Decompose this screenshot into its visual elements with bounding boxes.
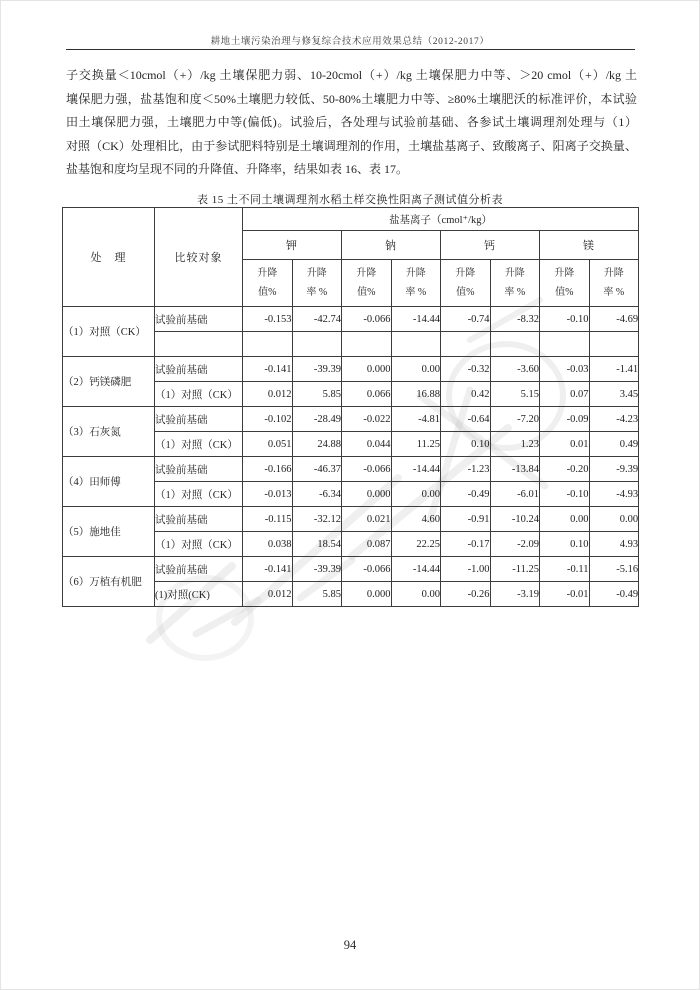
compare-cell: 试验前基础 xyxy=(155,307,243,332)
col-header-value xyxy=(243,260,293,307)
value-cell: -1.00 xyxy=(441,557,491,582)
table-row xyxy=(63,357,639,382)
compare-cell: （1）对照（CK） xyxy=(155,382,243,407)
value-cell xyxy=(342,332,392,357)
sub-header-line: 升降 xyxy=(356,268,377,279)
table-row xyxy=(63,407,639,432)
value-cell: -4.93 xyxy=(589,482,639,507)
value-cell: 0.00 xyxy=(540,507,590,532)
value-cell: -0.20 xyxy=(540,457,590,482)
value-cell: -0.141 xyxy=(243,557,293,582)
sub-header-line: 升降 xyxy=(257,268,278,279)
value-cell: 0.00 xyxy=(391,482,441,507)
value-cell: -4.81 xyxy=(391,407,441,432)
treatment-cell: （6）万植有机肥 xyxy=(63,557,155,607)
col-header-ion-ca: 钙 xyxy=(441,231,540,260)
treatment-cell: （5）施地佳 xyxy=(63,507,155,557)
value-cell: 0.044 xyxy=(342,432,392,457)
value-cell: -0.64 xyxy=(441,407,491,432)
value-cell: -2.09 xyxy=(490,532,540,557)
value-cell: 11.25 xyxy=(391,432,441,457)
value-cell: -0.01 xyxy=(540,582,590,607)
value-cell: -11.25 xyxy=(490,557,540,582)
value-cell: -0.102 xyxy=(243,407,293,432)
value-cell: -0.49 xyxy=(589,582,639,607)
sub-header-line: 升降 xyxy=(554,268,575,279)
table-row xyxy=(63,507,639,532)
value-cell: 0.10 xyxy=(540,532,590,557)
compare-cell: 试验前基础 xyxy=(155,507,243,532)
compare-cell: 试验前基础 xyxy=(155,357,243,382)
value-cell: -0.153 xyxy=(243,307,293,332)
compare-cell: （1）对照（CK） xyxy=(155,482,243,507)
value-cell: 0.00 xyxy=(391,582,441,607)
value-cell: 1.23 xyxy=(490,432,540,457)
value-cell: -0.91 xyxy=(441,507,491,532)
sub-header-line: 值% xyxy=(456,287,475,298)
table-row xyxy=(63,307,639,332)
paragraph-line: 盐基饱和度均呈现不同的升降值、升降率，结果如表 16、表 17。 xyxy=(66,162,409,176)
sub-header-line: 升降 xyxy=(306,268,327,279)
value-cell: -0.166 xyxy=(243,457,293,482)
col-header-treatment: 处 理 xyxy=(63,208,155,307)
sub-header-line: 升降 xyxy=(455,268,476,279)
compare-cell: (1)对照(CK) xyxy=(155,582,243,607)
value-cell: 16.88 xyxy=(391,382,441,407)
value-cell: -1.23 xyxy=(441,457,491,482)
col-header-ion-k: 钾 xyxy=(243,231,342,260)
value-cell: -7.20 xyxy=(490,407,540,432)
value-cell: -10.24 xyxy=(490,507,540,532)
col-header-ion-na: 钠 xyxy=(342,231,441,260)
treatment-cell: （2）钙镁磷肥 xyxy=(63,357,155,407)
header-rule xyxy=(66,49,635,50)
value-cell: -0.32 xyxy=(441,357,491,382)
compare-cell: （1）对照（CK） xyxy=(155,532,243,557)
value-cell: -0.066 xyxy=(342,557,392,582)
value-cell: 0.051 xyxy=(243,432,293,457)
value-cell: 0.00 xyxy=(391,357,441,382)
treatment-cell: （3）石灰氮 xyxy=(63,407,155,457)
col-header-rate xyxy=(292,260,342,307)
value-cell: 0.10 xyxy=(441,432,491,457)
compare-cell: 试验前基础 xyxy=(155,457,243,482)
col-header-rate xyxy=(391,260,441,307)
value-cell: -8.32 xyxy=(490,307,540,332)
value-cell: 4.60 xyxy=(391,507,441,532)
value-cell: -32.12 xyxy=(292,507,342,532)
value-cell: -39.39 xyxy=(292,357,342,382)
compare-cell: 试验前基础 xyxy=(155,407,243,432)
value-cell: 0.00 xyxy=(589,507,639,532)
running-header: 耕地土壤污染治理与修复综合技术应用效果总结（2012-2017） xyxy=(210,37,490,47)
value-cell: -42.74 xyxy=(292,307,342,332)
value-cell: -1.41 xyxy=(589,357,639,382)
sub-header-line: 升降 xyxy=(504,268,525,279)
value-cell: -0.09 xyxy=(540,407,590,432)
value-cell: -0.74 xyxy=(441,307,491,332)
value-cell: -6.01 xyxy=(490,482,540,507)
sub-header-line: 率 % xyxy=(405,287,427,298)
value-cell xyxy=(441,332,491,357)
col-header-compare: 比较对象 xyxy=(155,208,243,307)
value-cell: 0.000 xyxy=(342,482,392,507)
value-cell: 0.000 xyxy=(342,357,392,382)
value-cell: -14.44 xyxy=(391,557,441,582)
value-cell: -9.39 xyxy=(589,457,639,482)
col-header-unit: 盐基离子（cmol⁺/kg） xyxy=(243,208,639,231)
sub-header-line: 值% xyxy=(357,287,376,298)
col-header-ion-mg: 镁 xyxy=(540,231,639,260)
compare-cell xyxy=(155,332,243,357)
sub-header-line: 值% xyxy=(258,287,277,298)
value-cell xyxy=(243,332,293,357)
paragraph-line: 田土壤保肥力强，土壤肥力中等(偏低)。试验后，各处理与试验前基础、各参试土壤调理剂处理与（1） xyxy=(66,115,637,129)
body-paragraph xyxy=(66,64,637,182)
value-cell: 5.15 xyxy=(490,382,540,407)
col-header-value xyxy=(441,260,491,307)
sub-header-line: 率 % xyxy=(504,287,526,298)
compare-cell: （1）对照（CK） xyxy=(155,432,243,457)
compare-cell: 试验前基础 xyxy=(155,557,243,582)
value-cell: -3.19 xyxy=(490,582,540,607)
value-cell: -0.49 xyxy=(441,482,491,507)
value-cell xyxy=(391,332,441,357)
paragraph-line: 对照（CK）处理相比，由于参试肥料特别是土壤调理剂的作用，土壤盐基离子、致酸离子、阳离子交换量、 xyxy=(66,138,637,153)
col-header-rate xyxy=(589,260,639,307)
value-cell: 0.066 xyxy=(342,382,392,407)
value-cell: -3.60 xyxy=(490,357,540,382)
treatment-cell: （4）田师傅 xyxy=(63,457,155,507)
value-cell: 0.49 xyxy=(589,432,639,457)
table-row xyxy=(63,457,639,482)
paragraph-line: 子交换量＜10cmol（+）/kg 土壤保肥力弱、10-20cmol（+）/kg 土壤保肥力中等、＞20 cmol（+）/kg 土 xyxy=(66,68,637,82)
value-cell: -0.115 xyxy=(243,507,293,532)
treatment-cell: （1）对照（CK） xyxy=(63,307,155,357)
value-cell: 5.85 xyxy=(292,582,342,607)
sub-header-line: 值% xyxy=(555,287,574,298)
value-cell: 0.012 xyxy=(243,382,293,407)
value-cell xyxy=(292,332,342,357)
value-cell xyxy=(589,332,639,357)
value-cell: -0.013 xyxy=(243,482,293,507)
value-cell: -0.03 xyxy=(540,357,590,382)
value-cell: -6.34 xyxy=(292,482,342,507)
value-cell: -14.44 xyxy=(391,307,441,332)
value-cell: 0.07 xyxy=(540,382,590,407)
value-cell: 0.038 xyxy=(243,532,293,557)
paragraph-line: 壤保肥力强，盐基饱和度＜50%土壤肥力较低、50-80%土壤肥力中等、≥80%土壤肥沃的标准评价，本试验 xyxy=(66,91,637,106)
value-cell: -0.022 xyxy=(342,407,392,432)
col-header-value xyxy=(342,260,392,307)
value-cell xyxy=(490,332,540,357)
sub-header-line: 率 % xyxy=(603,287,625,298)
sub-header-line: 升降 xyxy=(603,268,624,279)
value-cell: 0.021 xyxy=(342,507,392,532)
value-cell: 0.000 xyxy=(342,582,392,607)
table-title: 表 15 土不同土壤调理剂水稻土样交换性阳离子测试值分析表 xyxy=(197,194,503,206)
sub-header-line: 率 % xyxy=(306,287,328,298)
value-cell: -0.11 xyxy=(540,557,590,582)
cation-analysis-table xyxy=(62,207,639,607)
value-cell: 24.88 xyxy=(292,432,342,457)
value-cell: 22.25 xyxy=(391,532,441,557)
value-cell: -14.44 xyxy=(391,457,441,482)
value-cell: -0.066 xyxy=(342,307,392,332)
value-cell: -0.10 xyxy=(540,307,590,332)
value-cell: 3.45 xyxy=(589,382,639,407)
value-cell: -13.84 xyxy=(490,457,540,482)
value-cell: -46.37 xyxy=(292,457,342,482)
value-cell: 18.54 xyxy=(292,532,342,557)
value-cell: 0.087 xyxy=(342,532,392,557)
col-header-rate xyxy=(490,260,540,307)
value-cell: 0.42 xyxy=(441,382,491,407)
value-cell: 0.01 xyxy=(540,432,590,457)
value-cell: -0.10 xyxy=(540,482,590,507)
value-cell: -5.16 xyxy=(589,557,639,582)
value-cell: -0.141 xyxy=(243,357,293,382)
value-cell: 4.93 xyxy=(589,532,639,557)
col-header-value xyxy=(540,260,590,307)
value-cell: -0.26 xyxy=(441,582,491,607)
value-cell: 0.012 xyxy=(243,582,293,607)
value-cell: -4.69 xyxy=(589,307,639,332)
value-cell: -0.17 xyxy=(441,532,491,557)
sub-header-line: 升降 xyxy=(405,268,426,279)
value-cell: -28.49 xyxy=(292,407,342,432)
page-number: 94 xyxy=(343,938,357,952)
value-cell: -4.23 xyxy=(589,407,639,432)
value-cell: -0.066 xyxy=(342,457,392,482)
value-cell: 5.85 xyxy=(292,382,342,407)
table-row xyxy=(63,557,639,582)
value-cell: -39.39 xyxy=(292,557,342,582)
value-cell xyxy=(540,332,590,357)
